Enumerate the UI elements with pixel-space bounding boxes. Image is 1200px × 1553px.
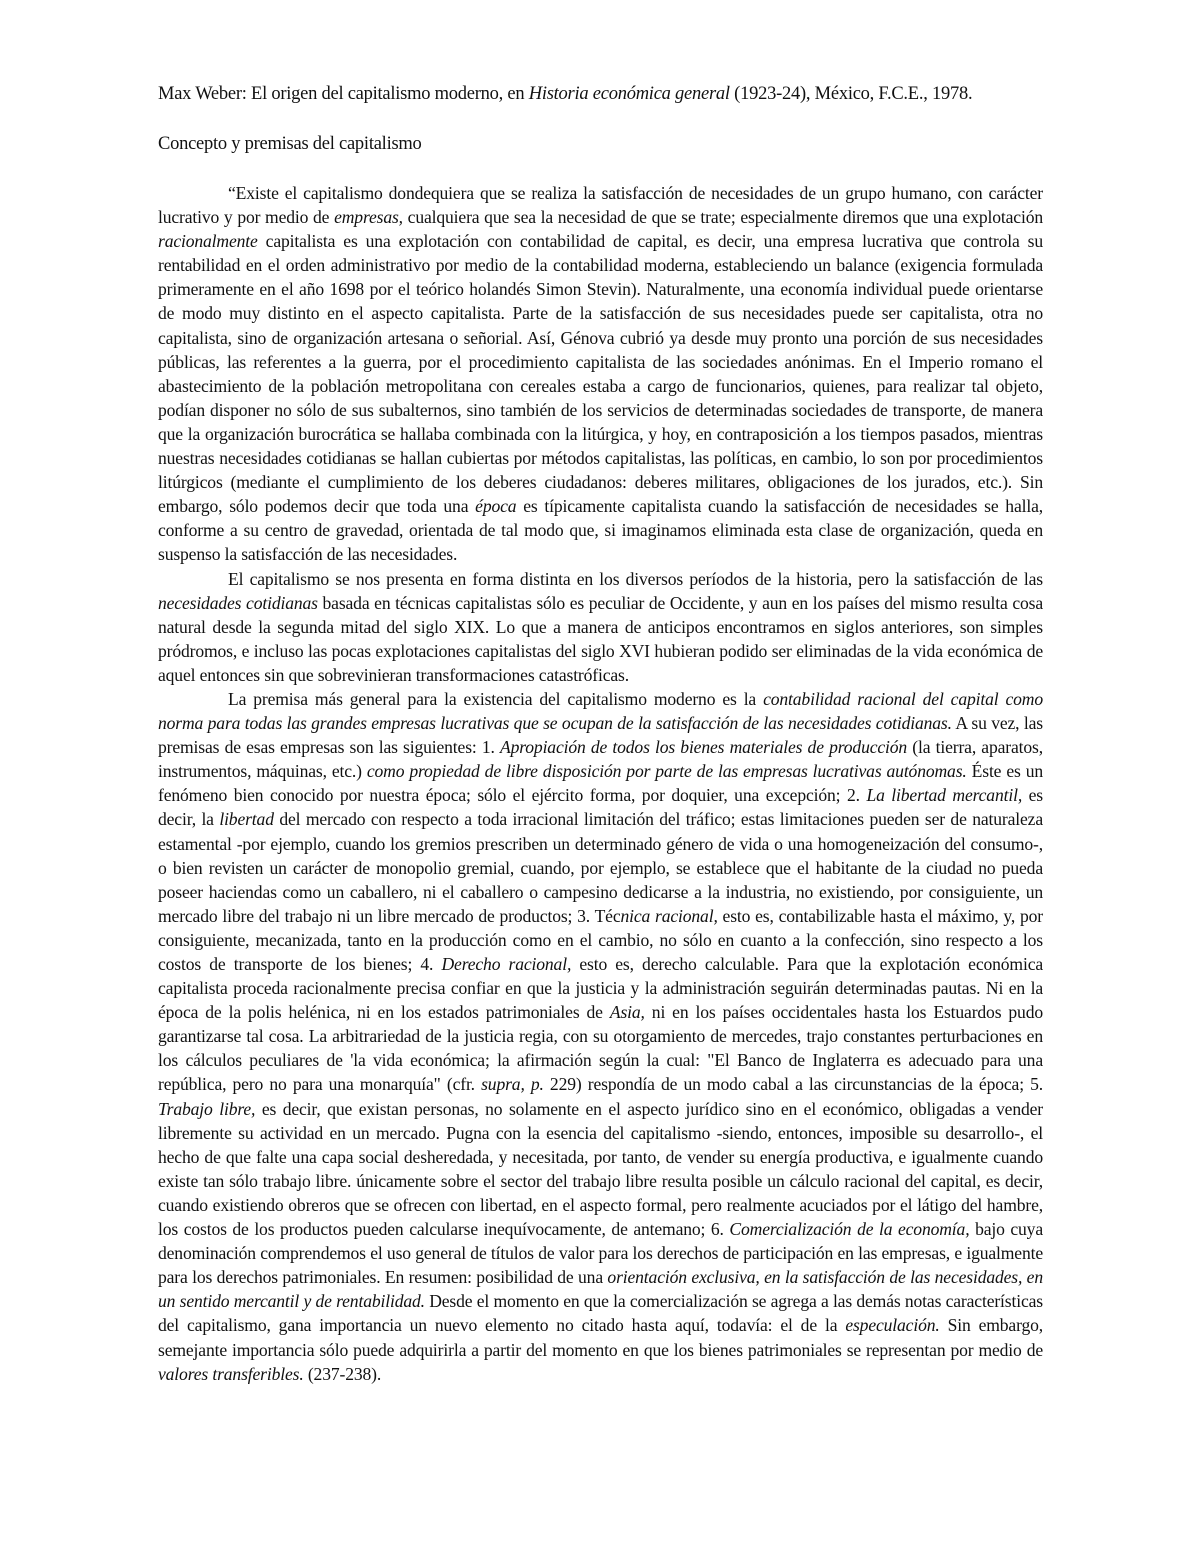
text-run: (la tierra, aparatos, instrumentos, máquinas, etc.) bbox=[158, 737, 1043, 782]
text-run: El capitalismo se nos presenta en forma distinta en los diversos períodos de la historia, pero la satisfacción de las bbox=[228, 568, 1043, 589]
bibliographic-citation bbox=[158, 82, 1058, 106]
italic-text: Apropiación de todos los bienes materiales de producción bbox=[499, 737, 908, 758]
italic-text: nica racional, bbox=[620, 905, 718, 926]
italic-text: especulación. bbox=[845, 1315, 940, 1336]
text-run: bajo cuya denominación comprendemos el uso general de títulos de valor para los derechos de participación en las empresas, e igualmente para los derechos patrimoniales. En resumen: posibilidad de una bbox=[158, 1219, 1043, 1288]
text-run: esto es, contabilizable hasta el máximo, y, por consiguiente, mecanizada, tanto en la producción como en el cambio, no sólo en cuanto a la confección, sino respecto a los costos de transporte de los bienes; 4. bbox=[158, 905, 1044, 974]
italic-text: valores transferibles. bbox=[158, 1363, 304, 1384]
text-run: cualquiera que sea la necesidad de que se trate; especialmente diremos que una explotación bbox=[402, 207, 1043, 228]
text-run: “Existe el capitalismo dondequiera que se realiza la satisfacción de necesidades de un grupo humano, con carácter lucrativo y por medio de bbox=[158, 183, 1043, 228]
italic-text: libertad bbox=[219, 809, 274, 830]
citation-work-title: Historia económica general bbox=[528, 84, 730, 104]
italic-text: Trabajo libre, bbox=[158, 1098, 256, 1119]
citation-author: Max Weber: El origen del capitalismo moderno, en bbox=[158, 84, 529, 104]
italic-text: Asia, bbox=[609, 1002, 645, 1023]
italic-text: La libertad mercantil, bbox=[866, 785, 1023, 806]
text-run: A su vez, las premisas de esas empresas son las siguientes: 1. bbox=[158, 713, 1043, 758]
italic-text: Derecho racional, bbox=[441, 954, 572, 974]
italic-text: Comercialización de la economía, bbox=[729, 1219, 970, 1240]
text-run: La premisa más general para la existencia del capitalismo moderno es la bbox=[228, 688, 764, 709]
italic-text: contabilidad racional del capital como norma para todas las grandes empresas lucrativas que se ocupan de la satisfacción de las necesidades cotidianas. bbox=[158, 688, 1043, 734]
text-run: Sin embargo, semejante importancia sólo puede adquirirla a partir del momento en que los bienes patrimoniales se representan por medio de bbox=[158, 1315, 1044, 1360]
text-run: Éste es un fenómeno bien conocido por nuestra época; sólo el ejército forma, por doquier, una excepción; 2. bbox=[158, 761, 1043, 806]
paragraph-1 bbox=[158, 181, 1043, 567]
italic-text: empresas, bbox=[334, 207, 403, 228]
text-run: basada en técnicas capitalistas sólo es peculiar de Occidente, y aun en los países del mismo resulta cosa natural desde la segunda mitad del siglo XIX. Lo que a manera de anticipos encontramos en siglos anteriores, son simples pródromos, e incluso las pocas explotaciones capitalistas del siglo XVI hubieran podido ser eliminadas de la vida económica de aquel entonces sin que sobrevinieran transformaciones catastróficas. bbox=[158, 592, 1043, 685]
italic-text: racionalmente bbox=[158, 231, 258, 252]
text-run: ni en los países occidentales hasta los Estuardos pudo garantizarse tal cosa. La arbitrariedad de la justicia regia, con su otorgamiento de mercedes, trajo constantes perturbaciones en los cálculos peculiares de 'la vida económica; la afirmación según la cual: "El Banco de Inglaterra es adecuado para una república, pero no para una monarquía" (cfr. bbox=[158, 1002, 1043, 1095]
body-text bbox=[158, 181, 1043, 1386]
citation-details: (1923-24), México, F.C.E., 1978. bbox=[729, 84, 973, 104]
text-run: es típicamente capitalista cuando la satisfacción de necesidades se halla, conforme a su centro de gravedad, orientada de tal modo que, si imaginamos eliminada esta clase de organización, queda en suspenso la satisfacción de las necesidades. bbox=[158, 496, 1043, 565]
text-run: capitalista es una explotación con contabilidad de capital, es decir, una empresa lucrativa que controla su rentabilidad en el orden administrativo por medio de la contabilidad moderna, estableciendo un balance (exigencia formulada primeramente en el año 1698 por el teórico holandés Simon Stevin). Naturalmente, una economía individual puede orientarse de modo muy distinto en el aspecto capitalista. Parte de la satisfacción de sus necesidades puede ser capitalista, otra no capitalista, sino de organización artesana o señorial. Así, Génova cubrió ya desde muy pronto una porción de sus necesidades públicas, las referentes a la guerra, por el procedimiento capitalista de las sociedades anónimas. En el Imperio romano el abastecimiento de la población metropolitana con cereales estaba a cargo de funcionarios, quienes, para realizar tal objeto, podían disponer no sólo de sus subalternos, sino también de los servicios de determinadas sociedades de transporte, de manera que la organización burocrática se hallaba combinada con la litúrgica, y hoy, en contraposición a los tiempos pasados, mientras nuestras necesidades cotidianas se hallan cubiertas por métodos capitalistas, las políticas, en cambio, lo son por procedimientos litúrgicos (mediante el cumplimiento de los deberes ciudadanos: deberes militares, obligaciones de los jurados, etc.). Sin embargo, sólo podemos decir que toda una bbox=[158, 231, 1043, 517]
section-title: Concepto y premisas del capitalismo bbox=[158, 134, 422, 154]
text-run: (237-238). bbox=[303, 1363, 382, 1384]
italic-text: orientación exclusiva, en la satisfacción de las necesidades, en un sentido mercantil y de rentabilidad. bbox=[158, 1267, 1043, 1312]
paragraph-2 bbox=[158, 567, 1043, 687]
text-run: es decir, la bbox=[158, 785, 1044, 830]
italic-text: supra, p. bbox=[481, 1074, 544, 1095]
italic-text: necesidades cotidianas bbox=[158, 592, 318, 613]
text-run: esto es, derecho calculable. Para que la explotación económica capitalista proceda racionalmente precisa confiar en que la justicia y la administración seguirán determinadas pautas. Ni en la época de la polis helénica, ni en los estados patrimoniales de bbox=[158, 954, 1044, 1023]
text-run: es decir, que existan personas, no solamente en el aspecto jurídico sino en el económico, obligadas a vender libremente su actividad en un mercado. Pugna con la esencia del capitalismo -siendo, entonces, imposible su desarrollo-, el hecho de que falte una capa social desheredada, y necesitada, por tanto, de vender su energía productiva, e igualmente cuando existe tan sólo trabajo libre. únicamente sobre el sector del trabajo libre resulta posible un cálculo racional del capital, es decir, cuando existiendo obreros que se ofrecen con libertad, en el aspecto formal, pero realmente acuciados por el látigo del hambre, los costos de los productos pueden calcularse inequívocamente, de antemano; 6. bbox=[158, 1098, 1043, 1240]
text-run: Desde el momento en que la comercialización se agrega a las demás notas características del capitalismo, gana importancia un nuevo elemento no citado hasta aquí, todavía: el de la bbox=[158, 1291, 1043, 1336]
italic-text: como propiedad de libre disposición por parte de las empresas lucrativas autónomas. bbox=[366, 761, 967, 782]
italic-text: época bbox=[475, 496, 517, 517]
paragraph-3 bbox=[158, 687, 1043, 1386]
text-run: del mercado con respecto a toda irracional limitación del tráfico; estas limitaciones pueden ser de naturaleza estamental -por ejemplo, cuando los gremios prescriben un determinado género de vida o una homogeneización del consumo-, o bien revisten un carácter de monopolio gremial, cuando, por ejemplo, se establece que el habitante de la ciudad no pueda poseer haciendas como un caballero, ni el caballero o campesino dedicarse a la industria, no existiendo, por consiguiente, un mercado libre del trabajo ni un libre mercado de productos; 3. Téc bbox=[158, 809, 1043, 926]
text-run: 229) respondía de un modo cabal a las circunstancias de la época; 5. bbox=[543, 1074, 1044, 1095]
